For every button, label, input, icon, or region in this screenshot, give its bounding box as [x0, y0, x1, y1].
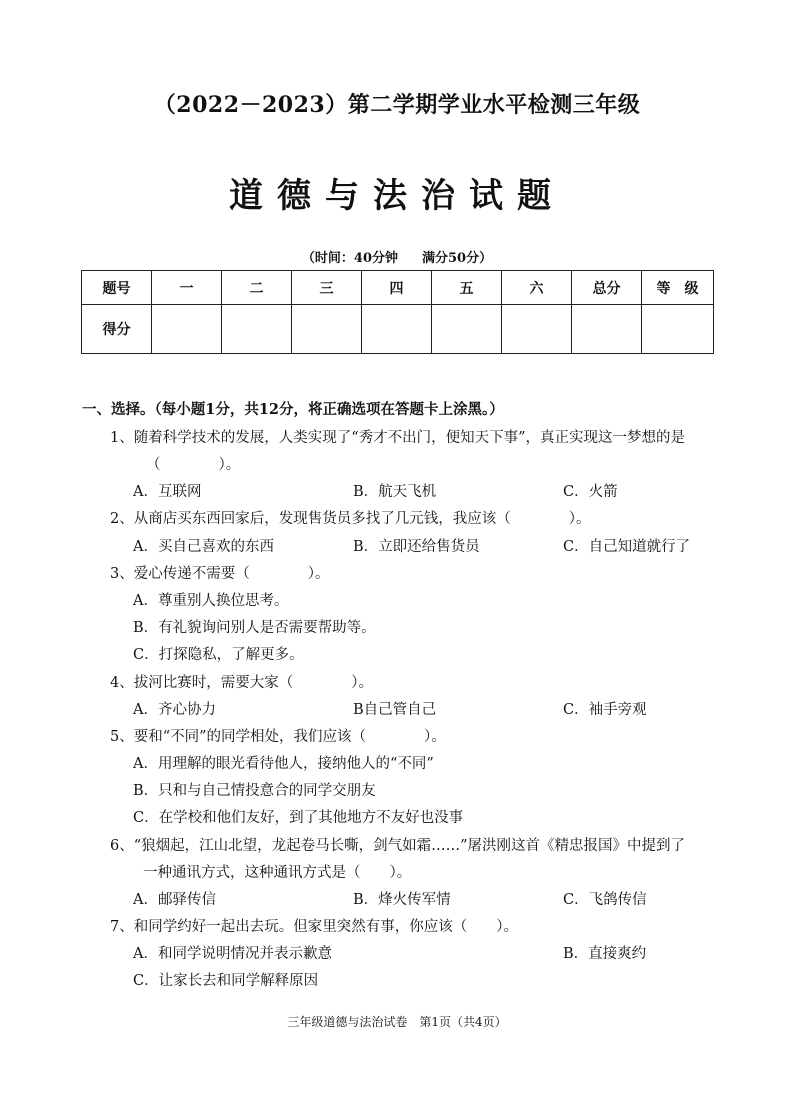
score-row-label: 得分 [82, 305, 152, 354]
question-2-stem: 2、从商店买东西回家后，发现售货员多找了几元钱，我应该（ ）。 [110, 511, 591, 527]
table-header-cell: 二 [222, 271, 292, 305]
q7-option-b[interactable]: B．直接爽约 [563, 946, 647, 962]
q7-option-c[interactable]: C．让家长去和同学解释原因 [133, 973, 319, 989]
q3-option-a[interactable]: A．尊重别人换位思考。 [133, 593, 289, 609]
q2-option-b[interactable]: B．立即还给售货员 [353, 539, 480, 555]
score-table [81, 270, 714, 354]
exam-subject-title: 道德与法治试题 [229, 176, 565, 216]
q1-option-c[interactable]: C．火箭 [563, 484, 618, 500]
q5-option-b[interactable]: B．只和与自己情投意合的同学交朋友 [133, 783, 376, 799]
section-heading: 一、选择。（每小题1分，共12分，将正确选项在答题卡上涂黑。） [82, 401, 504, 418]
question-7-stem: 7、和同学约好一起出去玩。但家里突然有事，你应该（ ）。 [110, 919, 518, 935]
q1-option-b[interactable]: B．航天飞机 [353, 484, 437, 500]
time-limit: （时间：40分钟 [301, 251, 398, 266]
table-header-cell: 题号 [82, 271, 152, 305]
q5-option-a[interactable]: A．用理解的眼光看待他人，接纳他人的“不同” [133, 756, 434, 772]
table-header-cell: 一 [152, 271, 222, 305]
question-3-stem: 3、爱心传递不需要（ ）。 [110, 566, 330, 582]
question-4-stem: 4、拔河比赛时，需要大家（ ）。 [110, 675, 373, 691]
table-header-cell: 四 [362, 271, 432, 305]
page-footer: 三年级道德与法治试卷 第1页（共4页） [287, 1015, 507, 1029]
score-cell[interactable] [432, 305, 502, 354]
table-header-cell: 总分 [572, 271, 642, 305]
q6-option-a[interactable]: A．邮驿传信 [133, 892, 216, 908]
q4-option-c[interactable]: C．袖手旁观 [563, 702, 647, 718]
q7-option-a[interactable]: A．和同学说明情况并表示歉意 [133, 946, 332, 962]
score-cell[interactable] [572, 305, 642, 354]
q4-option-b[interactable]: B自己管自己 [353, 702, 437, 718]
q3-option-c[interactable]: C．打探隐私，了解更多。 [133, 647, 304, 663]
question-5-stem: 5、要和“不同”的同学相处，我们应该（ ）。 [110, 729, 446, 745]
q1-option-a[interactable]: A．互联网 [133, 484, 202, 500]
score-table-score-row [82, 305, 714, 354]
table-header-cell: 五 [432, 271, 502, 305]
score-table-header-row [82, 271, 714, 305]
full-score: 满分50分） [422, 251, 493, 266]
exam-time-info [0, 247, 794, 266]
q4-option-a[interactable]: A．齐心协力 [133, 702, 216, 718]
score-cell[interactable] [642, 305, 714, 354]
table-header-cell: 六 [502, 271, 572, 305]
q6-option-b[interactable]: B．烽火传军情 [353, 892, 451, 908]
q2-option-c[interactable]: C．自己知道就行了 [563, 539, 691, 555]
q2-option-a[interactable]: A．买自己喜欢的东西 [133, 539, 274, 555]
q3-option-b[interactable]: B．有礼貌询问别人是否需要帮助等。 [133, 620, 376, 636]
question-1-stem: 1、随着科学技术的发展，人类实现了“秀才不出门，便知天下事”，真正实现这一梦想的是 [110, 430, 686, 446]
score-cell[interactable] [362, 305, 432, 354]
q5-option-c[interactable]: C．在学校和他们友好，到了其他地方不友好也没事 [133, 810, 464, 826]
question-1-blank: （ ）。 [146, 457, 241, 473]
score-cell[interactable] [502, 305, 572, 354]
exam-header-title: （2022－2023）第二学期学业水平检测三年级 [153, 92, 641, 118]
table-header-cell: 三 [292, 271, 362, 305]
table-header-cell: 等 级 [642, 271, 714, 305]
question-6-stem: 6、“狼烟起，江山北望，龙起卷马长嘶，剑气如霜……”屠洪刚这首《精忠报国》中提到了 [110, 838, 686, 854]
q6-option-c[interactable]: C．飞鸽传信 [563, 892, 647, 908]
question-6-stem-cont: 一种通讯方式，这种通讯方式是（ ）。 [143, 865, 412, 881]
score-cell[interactable] [222, 305, 292, 354]
score-cell[interactable] [292, 305, 362, 354]
score-cell[interactable] [152, 305, 222, 354]
